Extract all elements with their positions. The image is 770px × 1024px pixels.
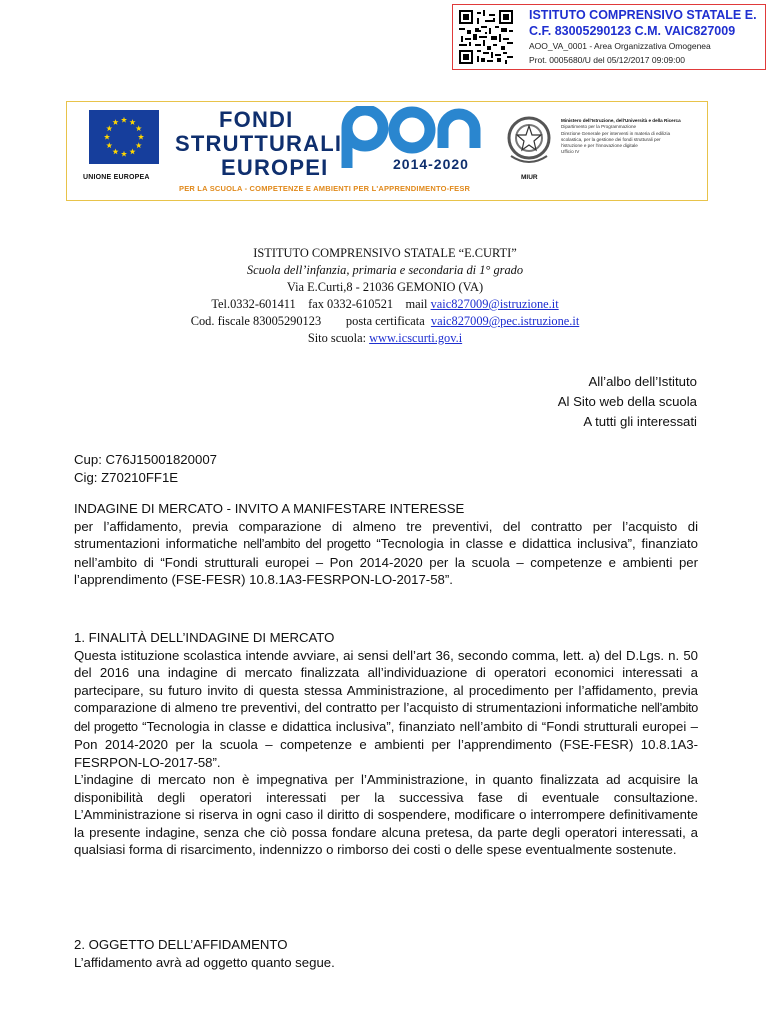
site-link[interactable]: www.icscurti.gov.i	[369, 331, 463, 345]
site-prefix: Sito scuola:	[307, 331, 370, 345]
qr-code-icon	[459, 10, 513, 64]
subject-section	[74, 500, 698, 589]
school-header	[0, 245, 770, 347]
pec-link[interactable]: vaic827009@pec.istruzione.it	[430, 314, 580, 328]
project-codes	[74, 451, 698, 486]
cup-code: Cup: C76J15001820007	[74, 452, 217, 467]
stamp-text	[529, 7, 757, 67]
fondi-strutturali-logo	[175, 107, 343, 180]
cig-code: Cig: Z70210FF1E	[74, 469, 179, 485]
contacts-prefix: Tel.0332-601411 fax 0332-610521 mail	[211, 297, 431, 311]
protocol-stamp	[452, 4, 766, 70]
section-1	[74, 629, 698, 859]
ministry-line: scolastica, per la gestione dei fondi strutturali per	[561, 136, 661, 142]
stamp-codes: C.F. 83005290123 C.M. VAIC827009	[529, 24, 736, 38]
ministry-line: Ufficio IV	[561, 149, 580, 155]
eu-flag-icon	[89, 110, 159, 164]
section-1-heading: 1. FINALITÀ DELL’INDAGINE DI MERCATO	[74, 630, 335, 645]
recipient-albo: All’albo dell’Istituto	[588, 374, 697, 389]
section-1-para-1-a: Questa istituzione scolastica intende avviare, ai sensi dell’art 36, secondo comma, lett. a) del D.Lgs. n. 50 del 2016 una indagine di mercato finalizzata all’individuazione di operatori economici interessati a partecipare, su futuro invito di questa stessa Amministrazione, al procedimento per l’affidamento, previa comparazione di almeno tre preventivi, del contratto per l’acquisto di strumentazioni informatiche	[74, 647, 698, 715]
section-2-heading: 2. OGGETTO DELL’AFFIDAMENTO	[74, 937, 288, 952]
ministry-line: Dipartimento per la Programmazione	[561, 124, 637, 130]
subject-text-b: “Tecnologia in classe e didattica inclusiva”, finanziato nell’ambito di “Fondi strutturali europei – Pon 2014-2020 per la scuola – competenze e ambienti per l’apprendimento (FSE-FESR) 10.8.1A3-FESRPON-LO-2017-58”.	[74, 536, 698, 587]
ministry-line: l'istruzione e per l'innovazione digitale	[561, 143, 638, 149]
miur-label: MIUR	[521, 174, 538, 181]
school-contacts	[0, 296, 770, 313]
section-1-para-1	[74, 647, 698, 772]
school-site	[0, 330, 770, 347]
stamp-aoo: AOO_VA_0001 - Area Organizzativa Omogenea	[529, 41, 711, 51]
section-1-para-1-narrow: nell’ambito del progetto	[74, 701, 698, 734]
banner-tagline: PER LA SCUOLA - COMPETENZE E AMBIENTI PER L'APPRENDIMENTO-FESR	[179, 184, 471, 193]
section-1-para-2: L’indagine di mercato non è impegnativa per l’Amministrazione, in quanto finalizzata ad acquisire la disponibilità degli operatori interessati per la successiva fase di eventuale consultazione. L’Amministrazione si riserva in ogni caso il diritto di sospendere, modificare o interrompere definitivamente la presente indagine, senza che ciò possa fondare alcuna pretesa, da parte degli operatori interessati, a qualsiasi forma di risarcimento, indennizzo o rimborso dei costi o delle spese eventualmente sostenute.	[74, 772, 698, 857]
fiscal-prefix: Cod. fiscale 83005290123 posta certificata	[190, 314, 431, 328]
recipient-sito: Al Sito web della scuola	[557, 394, 697, 409]
mail-link[interactable]: vaic827009@istruzione.it	[430, 297, 559, 311]
italian-emblem-icon	[505, 114, 553, 166]
section-1-para-1-b: “Tecnologia in classe e didattica inclusiva”, finanziato nell’ambito di “Fondi strutturali europei – Pon 2014-2020 per la scuola – competenze e ambienti per l’apprendimento (FSE-FESR) 10.8.1A3-FESRPON-LO-2017-58”.	[74, 718, 699, 770]
section-2	[74, 936, 698, 971]
school-name: ISTITUTO COMPRENSIVO STATALE “E.CURTI”	[253, 246, 517, 260]
recipient-interessati: A tutti gli interessati	[583, 414, 697, 429]
recipients	[558, 372, 697, 432]
stamp-school-name: ISTITUTO COMPRENSIVO STATALE E.	[529, 8, 757, 22]
school-fiscal	[0, 313, 770, 330]
eu-label: UNIONE EUROPEA	[83, 174, 150, 181]
fondi-word-3: EUROPEI	[221, 155, 329, 180]
school-subtitle: Scuola dell’infanzia, primaria e secondaria di 1° grado	[246, 263, 524, 277]
fondi-word-2: STRUTTURALI	[175, 131, 343, 156]
subject-text	[74, 518, 698, 589]
stamp-protocol: Prot. 0005680/U del 05/12/2017 09:09:00	[529, 55, 685, 65]
ministry-text	[561, 118, 701, 156]
pon-years: 2014-2020	[393, 156, 469, 172]
pon-banner	[66, 101, 708, 201]
school-address: Via E.Curti,8 - 21036 GEMONIO (VA)	[286, 280, 484, 294]
section-2-para-1: L’affidamento avrà ad oggetto quanto segue.	[74, 954, 335, 970]
fondi-word-1: FONDI	[219, 107, 294, 132]
subject-text-narrow: nell’ambito del progetto	[243, 537, 371, 551]
ministry-line: Ministero dell'Istruzione, dell'Università e della Ricerca	[561, 118, 681, 123]
subject-title: INDAGINE DI MERCATO - INVITO A MANIFESTARE INTERESSE	[74, 501, 465, 516]
ministry-line: Direzione Generale per interventi in materia di edilizia	[561, 130, 671, 136]
subject-text-a: per l’affidamento, previa comparazione di almeno tre preventivi, del contratto per l’acquisto di strumentazioni informatiche	[74, 518, 698, 551]
